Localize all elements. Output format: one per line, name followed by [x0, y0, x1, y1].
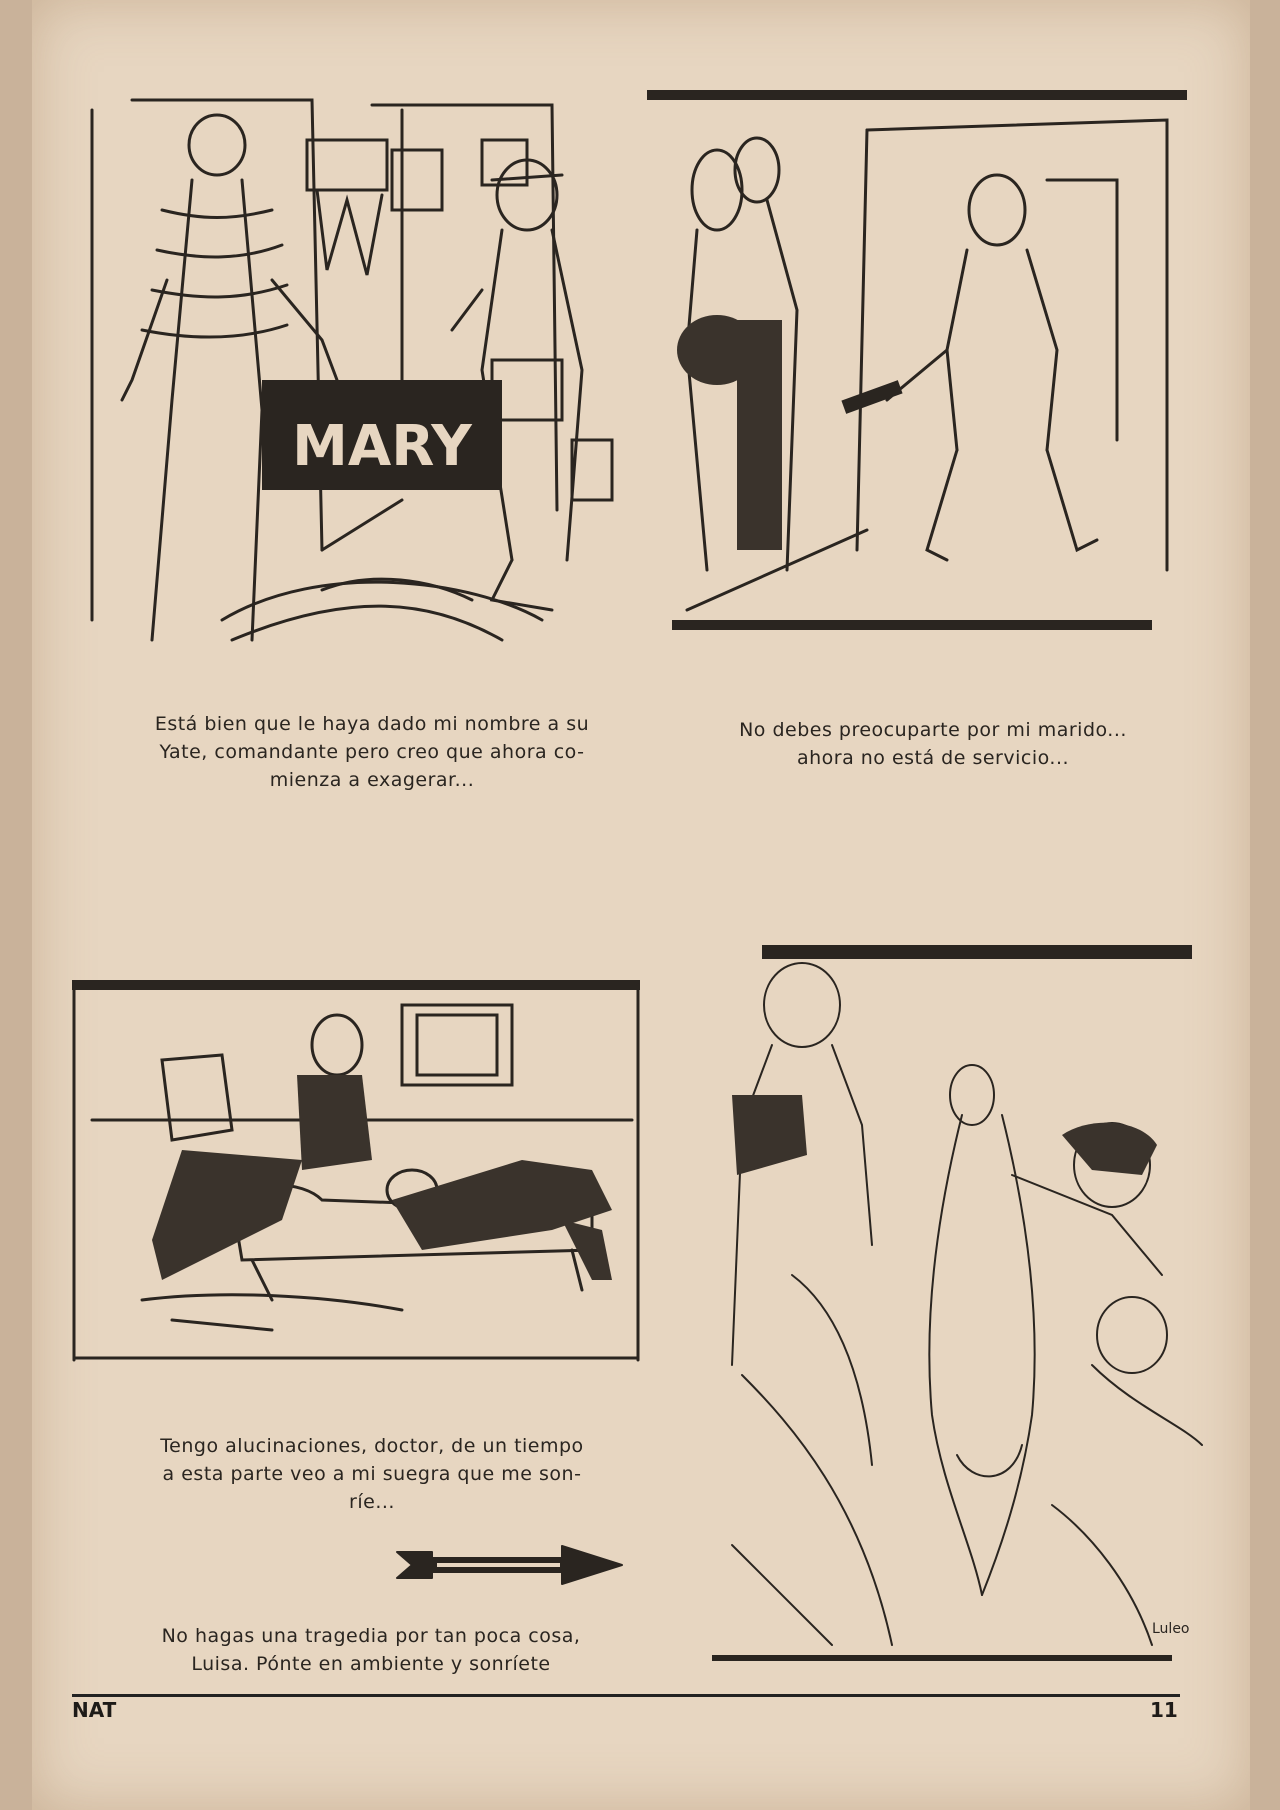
- cartoon-party-illustration: [712, 945, 1212, 1670]
- caption-party: [102, 1622, 640, 1678]
- caption-husband: [676, 716, 1190, 772]
- caption-line: Luisa. Pónte en ambiente y sonríete: [191, 1653, 551, 1675]
- arrow-right-icon: [392, 1540, 632, 1590]
- cartoon-panel-husband: [647, 90, 1207, 650]
- caption-line: Tengo alucinaciones, doctor, de un tiempo: [160, 1435, 584, 1457]
- artist-signature: Luleo: [1152, 1621, 1190, 1637]
- footer-page-number: 11: [1150, 1698, 1178, 1722]
- caption-line: No debes preocuparte por mi marido...: [739, 719, 1127, 741]
- caption-line: Yate, comandante pero creo que ahora co-: [159, 741, 585, 763]
- caption-line: mienza a exagerar...: [269, 769, 475, 791]
- caption-line: Está bien que le haya dado mi nombre a su: [154, 713, 590, 735]
- magazine-page: [32, 0, 1250, 1810]
- caption-line: ahora no está de servicio...: [796, 747, 1070, 769]
- cartoon-panel-party: [712, 945, 1212, 1670]
- yacht-sign-text: MARY: [292, 414, 472, 479]
- caption-yacht: [104, 710, 640, 794]
- cartoon-husband-illustration: [647, 90, 1207, 650]
- footer-rule: [72, 1694, 1180, 1697]
- footer-magazine-name: NAT: [72, 1698, 117, 1722]
- cartoon-panel-yacht: [72, 80, 632, 680]
- caption-line: a esta parte veo a mi suegra que me son-: [162, 1463, 582, 1485]
- cartoon-yacht-illustration: [72, 80, 632, 680]
- caption-line: ríe...: [349, 1491, 395, 1513]
- cartoon-doctor-illustration: [72, 980, 640, 1365]
- cartoon-panel-doctor: [72, 980, 640, 1365]
- caption-line: No hagas una tragedia por tan poca cosa,: [161, 1625, 581, 1647]
- caption-doctor: [104, 1432, 640, 1516]
